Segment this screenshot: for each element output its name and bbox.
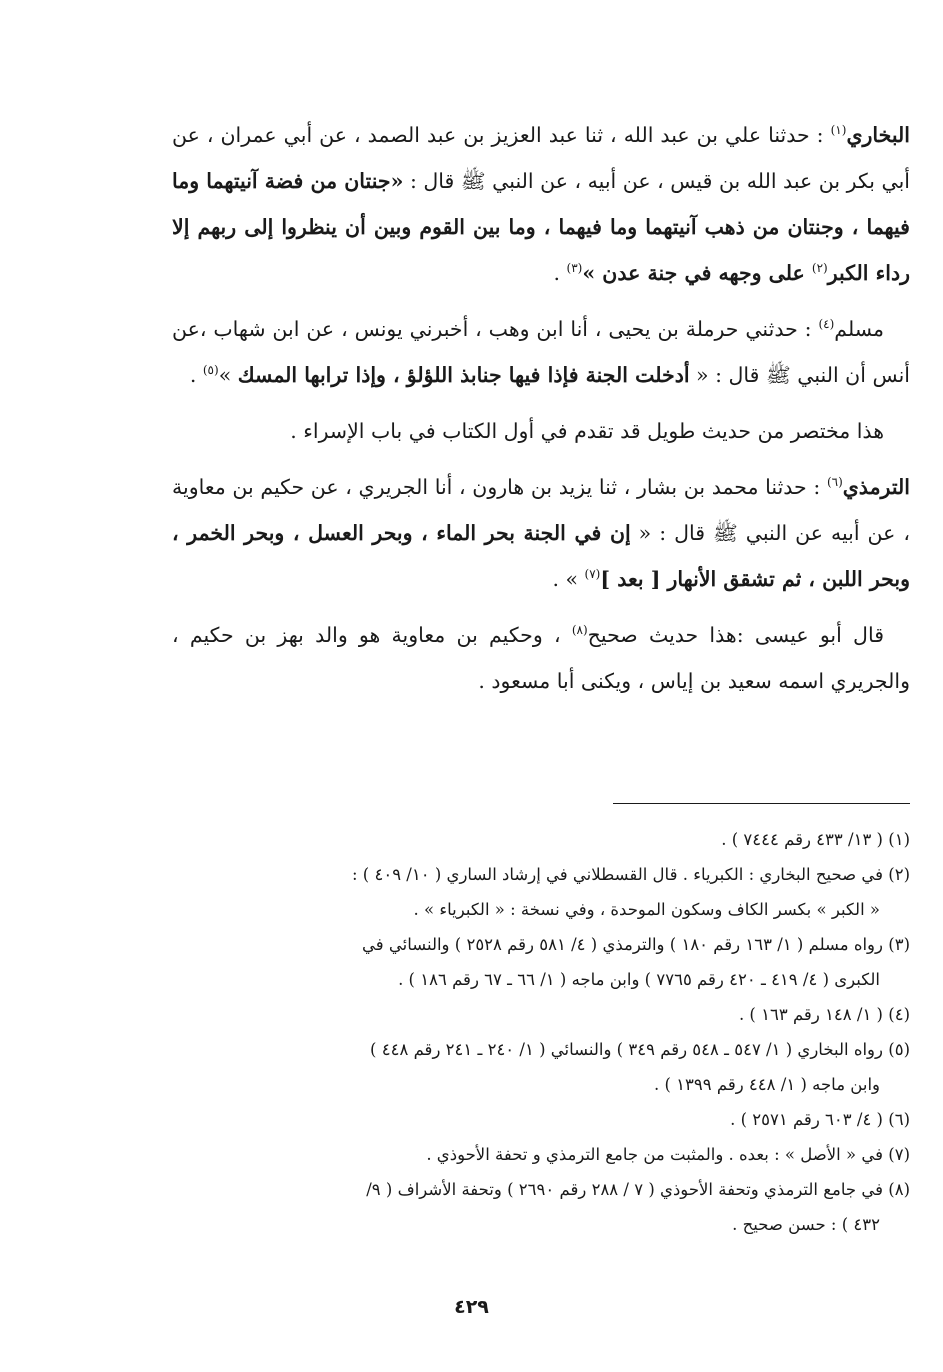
- source-name: مسلم: [834, 317, 884, 341]
- footnote-ref: (٥): [202, 363, 219, 378]
- hadith-text: إن في الجنة بحر الماء ، وبحر العسل ، وبحر الخمر ، وبحر اللبن ، ثم تشقق الأنهار [ بعد ]: [172, 521, 910, 591]
- footnote-number: (٣): [888, 935, 910, 954]
- footnote-item: [172, 997, 910, 1032]
- paragraph-text: .: [553, 261, 567, 285]
- footnote-text: في جامع الترمذي وتحفة الأحوذي ( ٧ / ٢٨٨ رقم ٢٦٩٠ ) وتحفة الأشراف ( ٩/: [366, 1180, 883, 1199]
- paragraph-text: »: [218, 363, 238, 387]
- footnote-separator: [613, 803, 910, 804]
- footnote-text: ( ١٣/ ٤٣٣ رقم ٧٤٤٤ ) .: [721, 830, 883, 849]
- footnote-ref: (٧): [584, 567, 601, 582]
- paragraph-text: : حدثنا محمد بن بشار ، ثنا يزيد بن هارون ، أنا الجريري ، عن حكيم بن معاوية ، عن أبيه عن النبي ﷺ قال : «: [172, 475, 910, 545]
- paragraph-muslim: [172, 306, 910, 398]
- hadith-text: «جنتان من فضة آنيتهما وما فيهما ، وجنتان من ذهب آنيتهما وما فيهما ، وما بين القوم وبين أن ينظروا إلى ربهم إلا رداء الكبر: [172, 169, 910, 285]
- footnote-text-continued: ٤٣٢ ) : حسن صحيح .: [732, 1215, 880, 1234]
- footnote-text-continued: وابن ماجه ( ١/ ٤٤٨ رقم ١٣٩٩ ) .: [653, 1075, 880, 1094]
- footnote-item: [172, 1102, 910, 1137]
- footnote-text: رواه البخاري ( ١/ ٥٤٧ ـ ٥٤٨ رقم ٣٤٩ ) والنسائي ( ١/ ٢٤٠ ـ ٢٤١ رقم ٤٤٨ ): [370, 1040, 883, 1059]
- footnote-number: (٥): [888, 1040, 910, 1059]
- footnote-ref: (٨): [571, 623, 588, 638]
- footnote-ref: (١): [830, 123, 847, 138]
- footnote-text: ( ١/ ١٤٨ رقم ١٦٣ ) .: [738, 1005, 883, 1024]
- paragraph-tirmidhi: [172, 464, 910, 602]
- footnote-text-continued: الكبرى ( ٤/ ٤١٩ ـ ٤٢٠ رقم ٧٧٦٥ ) وابن ماجه ( ١/ ٦٦ ـ ٦٧ رقم ١٨٦ ) .: [398, 970, 880, 989]
- footnote-item: [172, 857, 910, 927]
- source-name: البخاري: [846, 123, 910, 147]
- paragraph-abu-isa: [172, 612, 910, 704]
- footnote-text: ( ٤/ ٦٠٣ رقم ٢٥٧١ ) .: [730, 1110, 883, 1129]
- footnote-item: [172, 822, 910, 857]
- footnote-item: [172, 1172, 910, 1242]
- footnote-ref: (٣): [566, 261, 583, 276]
- paragraph-text: » .: [552, 567, 585, 591]
- footnote-item: [172, 1137, 910, 1172]
- paragraph-text: : حدثني حرملة بن يحيى ، أنا ابن وهب ، أخبرني يونس ، عن ابن شهاب ،عن أنس أن النبي ﷺ قال : «: [172, 317, 910, 387]
- page-number: ٤٢٩: [454, 1296, 489, 1318]
- footnote-item: [172, 1032, 910, 1102]
- footnote-ref: (٤): [818, 317, 835, 332]
- footnote-text-continued: « الكبر » بكسر الكاف وسكون الموحدة ، وفي نسخة : « الكبرياء » .: [413, 900, 880, 919]
- paragraph-bukhari: [172, 112, 910, 296]
- footnotes: [172, 822, 910, 1242]
- main-text: [172, 112, 910, 714]
- footnote-number: (٦): [888, 1110, 910, 1129]
- paragraph-text: .: [189, 363, 203, 387]
- paragraph-note: [172, 408, 910, 454]
- footnote-number: (٨): [888, 1180, 910, 1199]
- hadith-text: أدخلت الجنة فإذا فيها جنابذ اللؤلؤ ، وإذا ترابها المسك: [237, 363, 690, 387]
- footnote-item: [172, 927, 910, 997]
- paragraph-text: ، وحكيم بن معاوية هو والد بهز بن حكيم ، والجريري اسمه سعيد بن إياس ، ويكنى أبا مسعود .: [172, 623, 910, 693]
- source-name: الترمذي: [842, 475, 910, 499]
- paragraph-text: قال أبو عيسى :هذا حديث صحيح: [587, 623, 884, 647]
- footnote-text: رواه مسلم ( ١/ ١٦٣ رقم ١٨٠ ) والترمذي ( ٤/ ٥٨١ رقم ٢٥٢٨ ) والنسائي في: [361, 935, 883, 954]
- footnote-number: (٧): [888, 1145, 910, 1164]
- hadith-text: على وجهه في جنة عدن »: [582, 261, 812, 285]
- footnote-number: (٢): [888, 865, 910, 884]
- paragraph-text: : حدثنا علي بن عبد الله ، ثنا عبد العزيز بن عبد الصمد ، عن أبي عمران ، عن أبي بكر بن عبد الله بن قيس ، عن أبيه ، عن النبي ﷺ قال :: [172, 123, 910, 193]
- footnote-number: (٤): [888, 1005, 910, 1024]
- footnote-ref: (٢): [811, 261, 828, 276]
- footnote-text: في صحيح البخاري : الكبرياء . قال القسطلاني في إرشاد الساري ( ١٠/ ٤٠٩ ) :: [351, 865, 883, 884]
- footnote-number: (١): [888, 830, 910, 849]
- paragraph-text: هذا مختصر من حديث طويل قد تقدم في أول الكتاب في باب الإسراء .: [290, 419, 884, 443]
- footnote-ref: (٦): [826, 475, 843, 490]
- footnote-text: في « الأصل » : بعده . والمثبت من جامع الترمذي و تحفة الأحوذي .: [426, 1145, 883, 1164]
